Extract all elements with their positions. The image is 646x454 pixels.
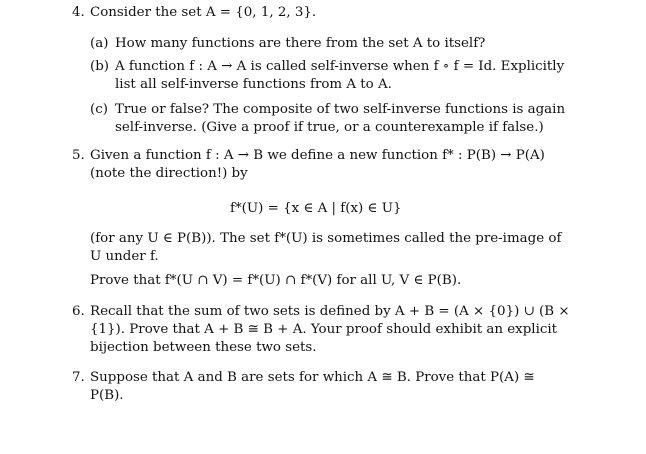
problem-4-part-b [90,58,570,94]
problem-number: 4. [72,5,85,20]
problem-number: 6. [72,304,85,319]
problem-4-part-a [90,35,570,53]
problem-5-prove: Prove that f*(U ∩ V) = f*(U) ∩ f*(V) for all U, V ∈ P(B). [90,273,462,288]
part-label: (c) [90,102,108,117]
part-label: (b) [90,59,110,74]
problem-7 [72,369,572,405]
problem-number: 5. [72,148,85,163]
part-text: True or false? The composite of two self-inverse functions is again self-inverse. (Give a proof if true, or a counterexample if false.) [115,102,566,135]
problem-4-part-c [90,101,570,137]
problem-intro: Recall that the sum of two sets is defined by A + B = (A × {0}) ∪ (B × {1}). Prove that A + B ≅ B + A. Your proof should exhibit an explicit bijection between these two sets. [90,304,570,355]
part-text: How many functions are there from the set A to itself? [115,36,486,51]
problem-4 [72,4,572,22]
problem-5 [72,147,572,183]
problem-5-continuation: (for any U ∈ P(B)). The set f*(U) is sometimes called the pre-image of U under f. [90,231,562,264]
problem-intro: Suppose that A and B are sets for which A ≅ B. Prove that P(A) ≅ P(B). [90,370,535,403]
problem-intro: Consider the set A = {0, 1, 2, 3}. [90,5,317,20]
part-label: (a) [90,36,109,51]
part-text: A function f : A → A is called self-inverse when f ∘ f = Id. Explicitly list all self-inverse functions from A to A. [115,59,565,92]
problem-6 [72,303,572,357]
problem-intro: Given a function f : A → B we define a new function f* : P(B) → P(A) (note the direction!) by [90,148,545,181]
display-equation: f*(U) = {x ∈ A | f(x) ∈ U} [230,201,402,216]
problem-number: 7. [72,370,85,385]
